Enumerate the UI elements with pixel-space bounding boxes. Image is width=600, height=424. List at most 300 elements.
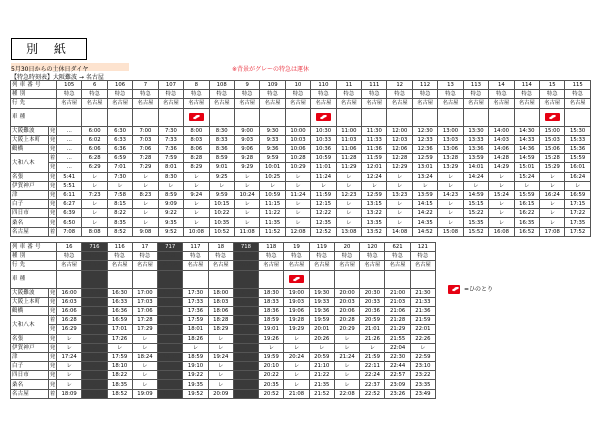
time-cell: 16:28 — [57, 316, 82, 325]
time-cell: 21:35 — [309, 380, 334, 389]
train-number: 113 — [463, 81, 488, 90]
time-cell: レ — [285, 218, 310, 227]
time-cell: 16:30 — [107, 288, 132, 297]
time-cell: 8:28 — [184, 154, 209, 163]
time-cell: レ — [311, 181, 336, 190]
time-cell: 11:30 — [362, 126, 387, 135]
destination: 名古屋 — [209, 99, 234, 108]
train-number: 14 — [489, 81, 514, 90]
time-cell: 8:08 — [82, 227, 107, 236]
time-cell: 20:22 — [259, 371, 284, 380]
hinotori-icon — [189, 113, 204, 121]
time-cell: 12:36 — [412, 144, 437, 153]
arr-dep: 発 — [49, 136, 56, 143]
time-cell: レ — [158, 334, 183, 343]
time-cell: 22:37 — [360, 380, 385, 389]
train-type: 特急 — [82, 90, 107, 99]
time-cell: 14:22 — [412, 209, 437, 218]
time-cell: 10:22 — [209, 209, 234, 218]
time-cell: 12:03 — [387, 135, 412, 144]
time-cell: 17:23 — [158, 297, 183, 306]
time-cell: 18:59 — [259, 316, 284, 325]
time-cell: 10:36 — [311, 144, 336, 153]
time-cell: 17:06 — [132, 306, 157, 315]
time-cell: レ — [489, 181, 514, 190]
time-cell: レ — [360, 343, 385, 352]
time-cell: 10:35 — [209, 218, 234, 227]
time-cell: 20:52 — [259, 389, 284, 398]
destination: 名古屋 — [362, 99, 387, 108]
train-number: 10 — [285, 81, 310, 90]
time-cell: 23:26 — [385, 389, 410, 398]
station-name: 桑名 — [11, 218, 49, 227]
destination-label: 行 先 — [11, 261, 57, 270]
time-cell: 11:35 — [260, 218, 285, 227]
time-cell: 7:59 — [158, 154, 183, 163]
time-cell: 8:36 — [209, 144, 234, 153]
destination: 名古屋 — [387, 99, 412, 108]
arr-dep: 発 — [49, 372, 56, 379]
time-cell: 13:15 — [362, 200, 387, 209]
train-number: 115 — [565, 81, 590, 90]
time-cell: 13:35 — [362, 218, 387, 227]
car-type — [309, 270, 334, 288]
time-cell: レ — [540, 218, 565, 227]
train-type: 特急 — [565, 90, 590, 99]
time-cell: 17:26 — [158, 306, 183, 315]
destination: 名古屋 — [412, 99, 437, 108]
car-type — [410, 270, 435, 288]
time-cell: レ — [234, 181, 259, 190]
arr-dep: 発 — [49, 326, 56, 333]
train-number: 105 — [57, 81, 82, 90]
car-type — [57, 270, 82, 288]
time-cell: レ — [133, 172, 158, 181]
time-cell: 14:03 — [489, 135, 514, 144]
destination: 名古屋 — [438, 99, 463, 108]
time-cell: レ — [387, 181, 412, 190]
station-name: 大和八木 — [11, 154, 49, 172]
time-cell: 13:36 — [463, 144, 488, 153]
station-name: 四日市 — [11, 371, 49, 380]
time-cell: レ — [82, 218, 107, 227]
time-cell: 18:33 — [259, 297, 284, 306]
time-cell: 12:28 — [387, 154, 412, 163]
time-cell: 19:24 — [208, 352, 233, 361]
time-cell: レ — [57, 380, 82, 389]
time-cell: レ — [284, 371, 309, 380]
time-cell: 7:33 — [158, 135, 183, 144]
time-cell: … — [57, 135, 82, 144]
destination: 名古屋 — [107, 261, 132, 270]
time-cell: 16:48 — [82, 316, 107, 325]
time-cell: 6:00 — [82, 126, 107, 135]
time-cell: 9:03 — [234, 135, 259, 144]
time-cell: 11:06 — [336, 144, 361, 153]
time-cell: レ — [158, 380, 183, 389]
time-cell: 18:24 — [132, 352, 157, 361]
time-cell: 14:24 — [463, 172, 488, 181]
hinotori-icon — [448, 285, 460, 294]
time-cell: レ — [57, 343, 82, 352]
destination: 名古屋 — [158, 99, 183, 108]
time-cell: 18:26 — [233, 306, 258, 315]
time-cell: レ — [82, 380, 107, 389]
time-cell: 21:22 — [309, 371, 334, 380]
car-type-label: 車 種 — [11, 270, 57, 288]
time-cell: 16:26 — [82, 306, 107, 315]
time-cell: 9:06 — [234, 144, 259, 153]
time-cell: 20:59 — [360, 316, 385, 325]
train-type: 特急 — [132, 252, 157, 261]
time-cell: 14:00 — [489, 126, 514, 135]
train-number: 17 — [132, 243, 157, 252]
time-cell: 19:22 — [183, 371, 208, 380]
station-name: 名張 — [11, 334, 49, 343]
train-type: 特急 — [311, 90, 336, 99]
time-cell: 19:29 — [284, 325, 309, 334]
time-cell: レ — [208, 334, 233, 343]
time-cell: 7:03 — [133, 135, 158, 144]
car-type — [336, 108, 361, 126]
time-cell: 8:33 — [209, 135, 234, 144]
destination: 名古屋 — [208, 261, 233, 270]
time-cell: 14:23 — [438, 190, 463, 199]
time-cell: 16:08 — [489, 227, 514, 236]
time-cell: 20:09 — [208, 389, 233, 398]
time-cell: レ — [259, 343, 284, 352]
time-cell: 22:11 — [360, 362, 385, 371]
train-number: 120 — [360, 243, 385, 252]
time-cell: 9:25 — [209, 172, 234, 181]
time-cell: レ — [334, 343, 359, 352]
time-cell: レ — [184, 172, 209, 181]
time-cell: 19:52 — [183, 389, 208, 398]
time-cell: 16:20 — [82, 288, 107, 297]
time-cell: 18:01 — [183, 325, 208, 334]
time-cell: 7:06 — [133, 144, 158, 153]
car-type — [285, 108, 310, 126]
train-number: 20 — [334, 243, 359, 252]
time-cell: 9:36 — [260, 144, 285, 153]
time-cell: 17:59 — [183, 316, 208, 325]
timetable-2 — [10, 242, 436, 399]
time-cell: 15:15 — [463, 200, 488, 209]
car-type — [259, 270, 284, 288]
time-cell: 7:30 — [158, 126, 183, 135]
time-cell: レ — [489, 218, 514, 227]
time-cell: 8:52 — [107, 227, 132, 236]
time-cell: 18:22 — [107, 371, 132, 380]
car-type — [489, 108, 514, 126]
time-cell: 8:06 — [184, 144, 209, 153]
time-cell: 20:30 — [360, 288, 385, 297]
time-cell: レ — [309, 343, 334, 352]
station-name: 大阪難波 — [11, 288, 49, 297]
time-cell: 18:48 — [233, 316, 258, 325]
time-cell: 14:08 — [387, 227, 412, 236]
time-cell: 19:30 — [309, 288, 334, 297]
time-cell: 17:49 — [158, 325, 183, 334]
time-cell: レ — [233, 362, 258, 371]
time-cell: 18:09 — [57, 389, 82, 398]
time-cell: レ — [208, 380, 233, 389]
car-type — [132, 270, 157, 288]
destination: 名古屋 — [489, 99, 514, 108]
time-cell: 20:26 — [309, 334, 334, 343]
time-cell: 8:03 — [184, 135, 209, 144]
time-cell: レ — [133, 218, 158, 227]
time-cell: レ — [387, 200, 412, 209]
time-cell: 8:01 — [158, 163, 183, 172]
car-type — [438, 108, 463, 126]
time-cell: 21:28 — [385, 316, 410, 325]
arr-dep: 着 — [49, 390, 56, 397]
time-cell: 17:33 — [183, 297, 208, 306]
time-cell: 20:00 — [334, 288, 359, 297]
car-type — [209, 108, 234, 126]
time-cell: 20:24 — [284, 352, 309, 361]
time-cell: 6:39 — [57, 209, 82, 218]
time-cell: 16:01 — [565, 163, 590, 172]
train-type: 特急 — [334, 252, 359, 261]
time-cell: レ — [438, 218, 463, 227]
time-cell: レ — [540, 209, 565, 218]
time-cell: 6:06 — [82, 144, 107, 153]
time-cell: 16:33 — [107, 297, 132, 306]
time-cell: 13:23 — [387, 190, 412, 199]
time-cell: レ — [336, 172, 361, 181]
arr-dep: 発 — [49, 191, 56, 198]
time-cell: 21:03 — [385, 297, 410, 306]
station-name: 鶴橋 — [11, 306, 49, 315]
time-cell: 7:08 — [57, 227, 82, 236]
time-cell: 13:08 — [336, 227, 361, 236]
station-name: 津 — [11, 352, 49, 361]
train-type: 特急 — [233, 252, 258, 261]
time-cell: 16:00 — [57, 288, 82, 297]
station-name: 津 — [11, 190, 49, 199]
hinotori-icon — [289, 275, 304, 283]
time-cell: レ — [336, 209, 361, 218]
station-name: 桑名 — [11, 380, 49, 389]
time-cell: レ — [158, 371, 183, 380]
car-type-label: 車 種 — [11, 108, 57, 126]
time-cell: レ — [285, 172, 310, 181]
train-type: 特急 — [336, 90, 361, 99]
time-cell: レ — [334, 334, 359, 343]
time-cell: レ — [132, 362, 157, 371]
time-cell: 18:03 — [208, 297, 233, 306]
time-cell: 14:30 — [514, 126, 539, 135]
car-type — [360, 270, 385, 288]
train-type: 特急 — [57, 252, 82, 261]
time-cell: 12:15 — [311, 200, 336, 209]
time-cell: 16:59 — [107, 316, 132, 325]
time-cell: レ — [540, 200, 565, 209]
time-cell: 15:28 — [540, 154, 565, 163]
arr-dep: 発 — [49, 127, 56, 134]
time-cell: 20:01 — [309, 325, 334, 334]
time-cell: レ — [285, 181, 310, 190]
time-cell: 11:28 — [336, 154, 361, 163]
time-cell: 21:01 — [360, 325, 385, 334]
train-number: 119 — [309, 243, 334, 252]
time-cell: 12:23 — [336, 190, 361, 199]
destination: 名古屋 — [57, 99, 82, 108]
time-cell: 10:59 — [311, 154, 336, 163]
train-number: 8 — [184, 81, 209, 90]
station-name: 伊賀神戸 — [11, 181, 49, 190]
train-type: 特急 — [259, 252, 284, 261]
train-number: 108 — [209, 81, 234, 90]
time-cell: 15:30 — [565, 126, 590, 135]
time-cell: 17:44 — [82, 352, 107, 361]
arr-dep: 発 — [49, 308, 56, 315]
time-cell: 17:08 — [540, 227, 565, 236]
time-cell: 11:08 — [234, 227, 259, 236]
time-cell: 12:24 — [362, 172, 387, 181]
train-type: 特急 — [463, 90, 488, 99]
station-name: 名古屋 — [11, 389, 49, 398]
time-cell: レ — [489, 209, 514, 218]
station-name: 名張 — [11, 172, 49, 181]
time-cell: 7:01 — [107, 163, 132, 172]
time-cell: 17:48 — [158, 316, 183, 325]
time-cell: レ — [57, 362, 82, 371]
time-cell: 14:29 — [489, 163, 514, 172]
time-cell: 16:52 — [514, 227, 539, 236]
time-cell: レ — [260, 181, 285, 190]
time-cell: 8:00 — [184, 126, 209, 135]
time-cell: 19:06 — [284, 306, 309, 315]
time-cell: 10:59 — [260, 190, 285, 199]
train-number: 121 — [410, 243, 435, 252]
car-type — [412, 108, 437, 126]
time-cell: レ — [387, 172, 412, 181]
time-cell: 19:03 — [284, 297, 309, 306]
timetable-1 — [10, 80, 591, 237]
destination: 名古屋 — [540, 99, 565, 108]
time-cell: 10:01 — [260, 163, 285, 172]
train-number: 114 — [514, 81, 539, 90]
time-cell: 14:28 — [489, 154, 514, 163]
time-cell: 9:29 — [234, 163, 259, 172]
train-type: 特急 — [260, 90, 285, 99]
time-cell: 13:01 — [412, 163, 437, 172]
time-cell: 14:15 — [412, 200, 437, 209]
time-cell: レ — [540, 172, 565, 181]
time-cell: 17:35 — [565, 218, 590, 227]
train-number-label: 列 車 番 号 — [11, 81, 57, 90]
car-type — [514, 108, 539, 126]
time-cell: 18:28 — [208, 316, 233, 325]
time-cell: レ — [284, 343, 309, 352]
time-cell: 11:24 — [311, 172, 336, 181]
time-cell: レ — [387, 209, 412, 218]
time-cell: 22:24 — [360, 371, 385, 380]
time-cell: … — [57, 154, 82, 163]
time-cell: レ — [234, 218, 259, 227]
destination: 名古屋 — [259, 261, 284, 270]
time-cell: 19:36 — [309, 306, 334, 315]
station-name: 名古屋 — [11, 227, 49, 236]
time-cell: 18:06 — [208, 306, 233, 315]
station-name: 四日市 — [11, 209, 49, 218]
time-cell: 5:51 — [57, 181, 82, 190]
car-type — [208, 270, 233, 288]
time-cell: レ — [209, 181, 234, 190]
time-cell: 6:27 — [57, 200, 82, 209]
time-cell: 20:33 — [360, 297, 385, 306]
train-number: 16 — [57, 243, 82, 252]
time-cell: 10:08 — [184, 227, 209, 236]
train-number: 621 — [385, 243, 410, 252]
time-cell: 17:22 — [565, 209, 590, 218]
time-cell: 19:10 — [183, 362, 208, 371]
time-cell: 19:26 — [259, 334, 284, 343]
time-cell: 8:59 — [209, 154, 234, 163]
train-number: 118 — [259, 243, 284, 252]
time-cell: 11:15 — [260, 200, 285, 209]
train-number: 107 — [158, 81, 183, 90]
time-cell: レ — [438, 172, 463, 181]
time-cell: レ — [489, 172, 514, 181]
time-cell: レ — [540, 181, 565, 190]
time-cell: 13:28 — [438, 154, 463, 163]
time-cell: 6:02 — [82, 135, 107, 144]
destination: 名古屋 — [184, 99, 209, 108]
time-cell: 19:33 — [309, 297, 334, 306]
time-cell: 8:22 — [107, 209, 132, 218]
time-cell: 19:00 — [284, 288, 309, 297]
time-cell: 15:52 — [463, 227, 488, 236]
arr-dep: 発 — [49, 173, 56, 180]
time-cell: レ — [234, 200, 259, 209]
time-cell: レ — [82, 181, 107, 190]
time-cell: 21:52 — [309, 389, 334, 398]
time-cell: 10:25 — [260, 172, 285, 181]
time-cell: 12:22 — [311, 209, 336, 218]
time-cell: 21:24 — [334, 352, 359, 361]
car-type — [107, 108, 132, 126]
time-cell: 15:29 — [540, 163, 565, 172]
station-name: 白子 — [11, 200, 49, 209]
destination: 名古屋 — [385, 261, 410, 270]
time-cell: 19:59 — [259, 352, 284, 361]
car-type — [311, 108, 336, 126]
time-cell: 22:08 — [334, 389, 359, 398]
time-cell: レ — [233, 343, 258, 352]
car-type — [284, 270, 309, 288]
time-cell: レ — [208, 362, 233, 371]
time-cell: 14:52 — [412, 227, 437, 236]
arr-dep: 着 — [49, 155, 56, 162]
train-number: 111 — [362, 81, 387, 90]
time-cell: 9:09 — [158, 200, 183, 209]
train-type: 特急 — [387, 90, 412, 99]
time-cell: … — [57, 144, 82, 153]
car-type — [385, 270, 410, 288]
time-cell: 9:35 — [158, 218, 183, 227]
time-cell: 16:15 — [514, 200, 539, 209]
destination: 名古屋 — [57, 261, 82, 270]
destination: 名古屋 — [260, 99, 285, 108]
train-type: 特急 — [360, 252, 385, 261]
time-cell: 21:59 — [410, 316, 435, 325]
time-cell: レ — [132, 380, 157, 389]
time-cell: レ — [412, 181, 437, 190]
